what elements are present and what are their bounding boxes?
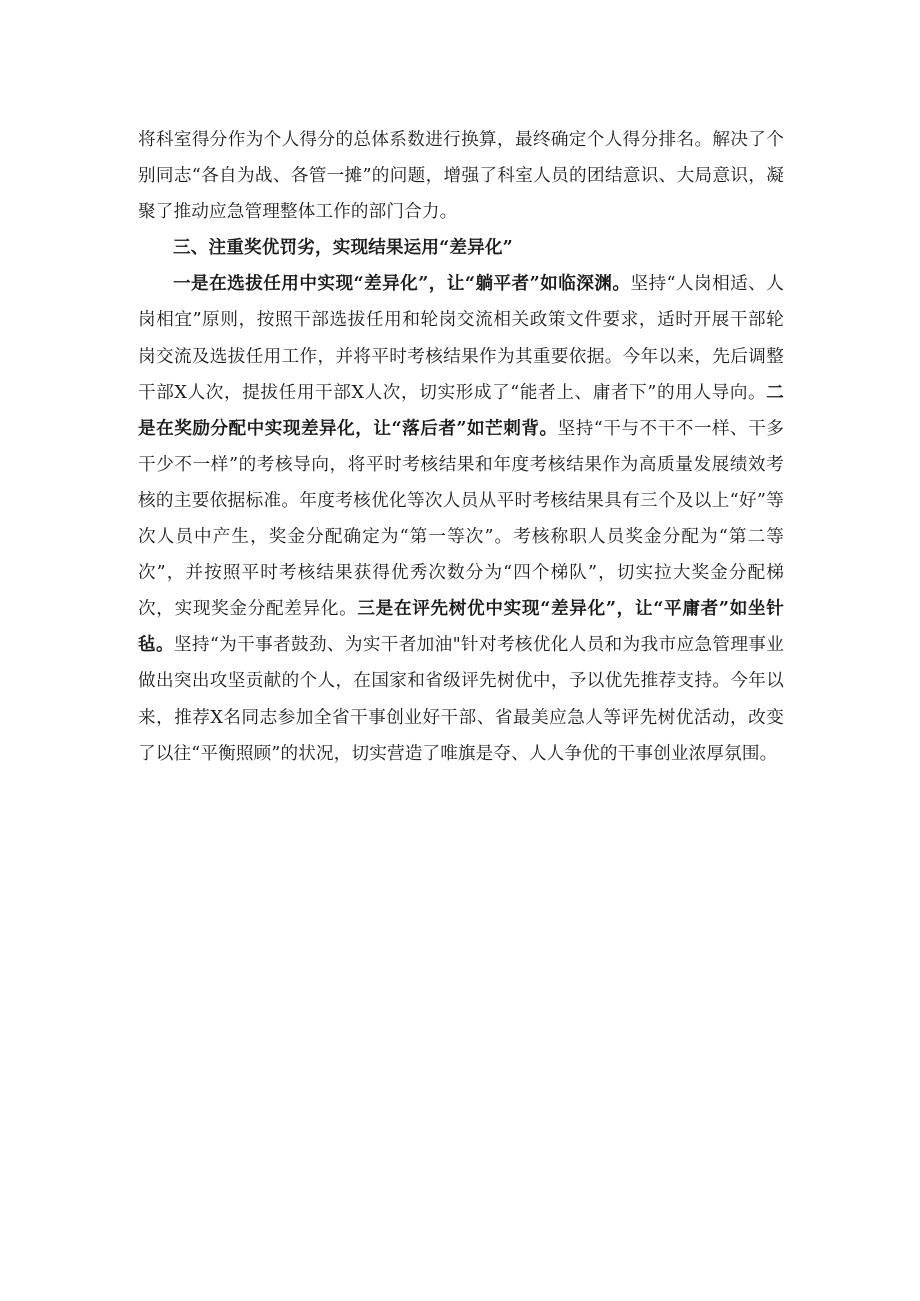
point1-text: 坚持“人岗相适、人岗相宜”原则，按照干部选拔任用和轮岗交流相关政策文件要求，适时开展干部轮岗交流及选拔任用工作，并将平时考核结果作为其重要依据。今年以来，先后调整干部X人次，提拔任用干部X人次，切实形成了“能者上、庸者下”的用人导向。 [138, 274, 784, 403]
point3-text: 坚持“为干事者鼓劲、为实干者加油"针对考核优化人员和为我市应急管理事业做出突出攻坚贡献的个人，在国家和省级评先树优中，予以优先推荐支持。今年以来，推荐X名同志参加全省干事创业好干部、省最美应急人等评先树优活动，改变了以往“平衡照顾”的状况，切实营造了唯旗是夺、人人争优的干事创业浓厚氛围。 [138, 635, 784, 764]
section-heading: 三、注重奖优罚劣，实现结果运用“差异化” [173, 237, 513, 259]
continued-paragraph: 将科室得分作为个人得分的总体系数进行换算，最终确定个人得分排名。解决了个别同志“各自为战、各管一摊”的问题，增强了科室人员的团结意识、大局意识，凝聚了推动应急管理整体工作的部门合力。 [138, 130, 784, 223]
point2-text: 坚持“干与不干不一样、干多干少不一样”的考核导向，将平时考核结果和年度考核结果作为高质量发展绩效考核的主要依据标准。年度考核优化等次人员从平时考核结果具有三个及以上“好”等次人员中产生，奖金分配确定为“第一等次”。考核称职人员奖金分配为“第二等次”，并按照平时考核结果获得优秀次数分为“四个梯队”，切实拉大奖金分配梯次，实现奖金分配差异化。 [138, 418, 785, 620]
document-page [138, 122, 784, 772]
point2-title: 二是在奖励分配中实现差异化，让“落后者”如芒刺背。 [138, 381, 784, 439]
point1-title: 一是在选拔任用中实现“差异化”，让“躺平者”如临深渊。 [173, 273, 631, 295]
point3-title: 三是在评先树优中实现“差异化”，让“平庸者”如坐针毡。 [138, 598, 784, 656]
main-paragraph [138, 266, 784, 771]
